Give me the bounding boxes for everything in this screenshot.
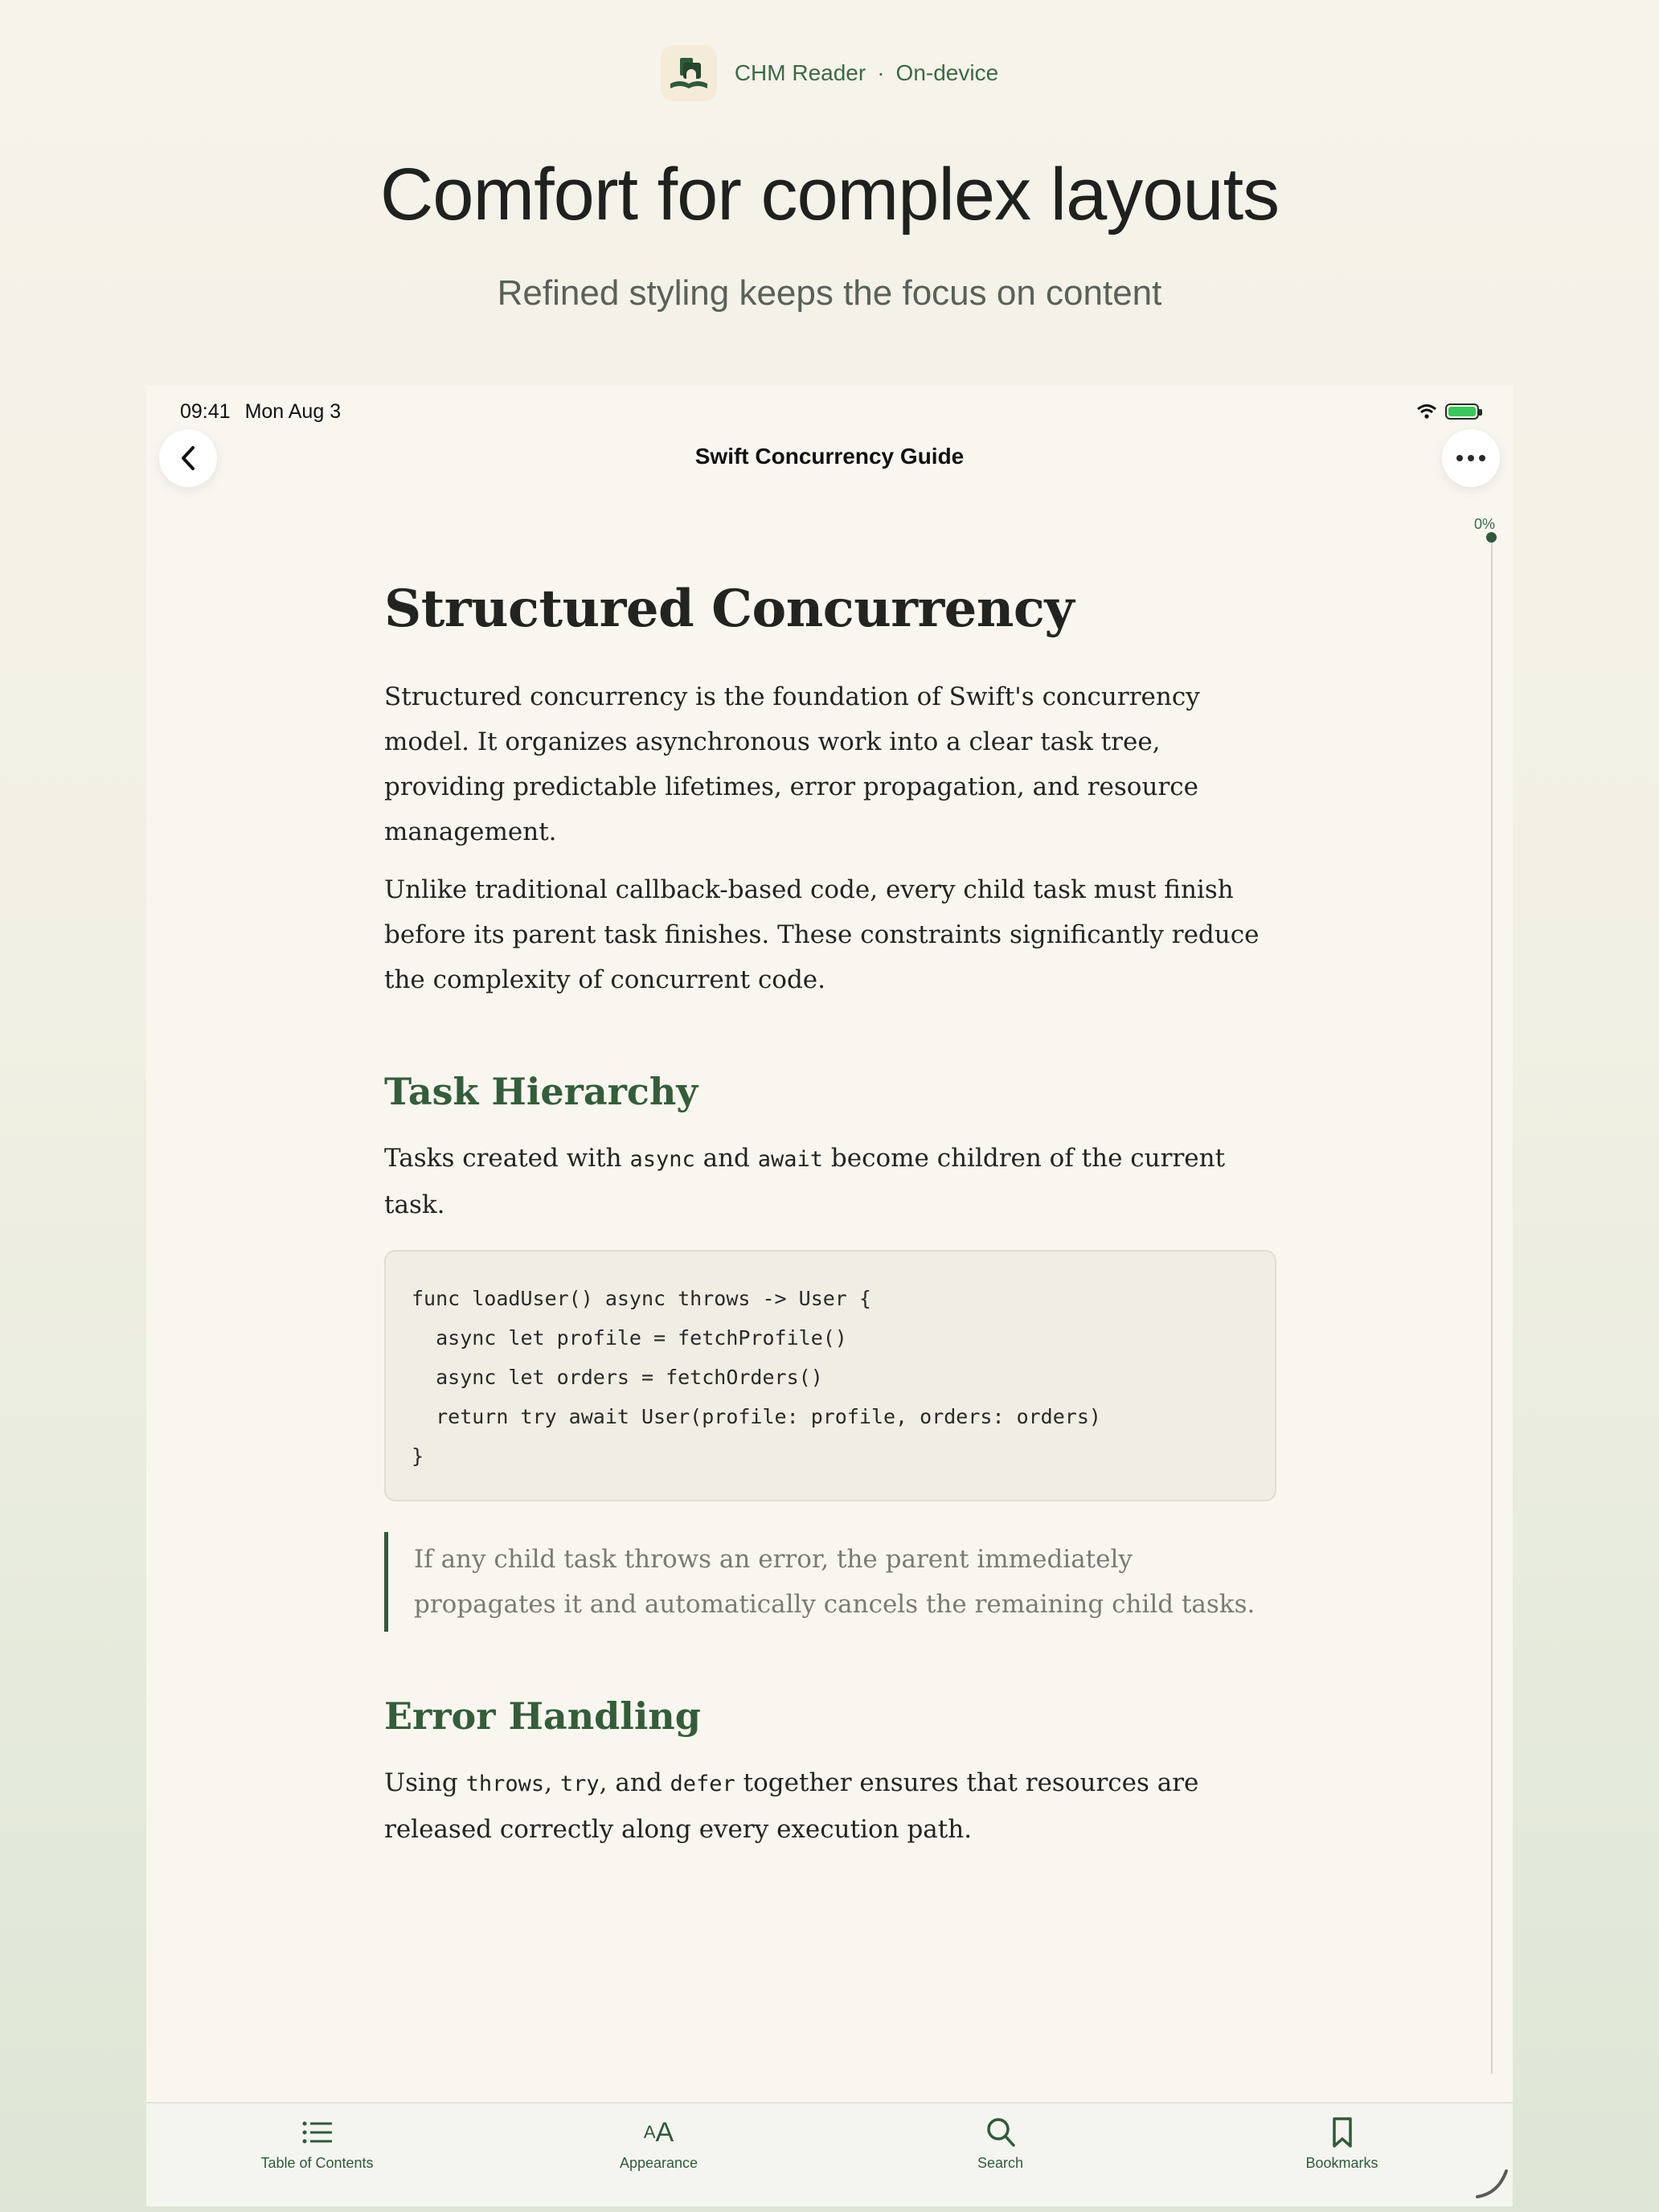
document-title: Swift Concurrency Guide [694,444,965,469]
inline-code: throws [465,1772,545,1796]
hero-title: Comfort for complex layouts [379,154,1280,236]
magnifier-icon [985,2116,1016,2149]
tab-label: Table of Contents [260,2155,374,2171]
section-heading: Error Handling [384,1694,701,1738]
app-logo-icon [661,45,717,101]
text-run: together ensures that resources are released correctly along every execution path. [384,1768,1199,1844]
inline-code: async [629,1147,695,1172]
brand-text [735,60,998,86]
battery-icon [1445,403,1479,420]
tab-label: Appearance [619,2155,698,2171]
text-run: and [703,1144,750,1173]
status-time: 09:41 [180,399,231,423]
app-name: CHM Reader [734,60,866,85]
status-bar [180,395,1479,428]
device-screen [146,386,1513,2206]
inline-code: try [559,1772,600,1796]
bottom-toolbar [146,2102,1513,2206]
blockquote [384,1532,1276,1632]
article [384,563,1276,1852]
tab-label: Search [977,2155,1024,2171]
text-run: become children of the current task. [384,1144,1226,1219]
text-run: , and [599,1768,662,1797]
code-line: func loadUser() async throws -> User { [412,1287,871,1310]
corner-arc-icon [1474,2168,1509,2200]
article-paragraph: Unlike traditional callback-based code, every child task must finish before its parent task finishes. These constraints significantly reduce the complexity of concurrent code. [384,875,1260,994]
inline-code: defer [670,1772,735,1796]
code-line: async let profile = fetchProfile() [412,1326,847,1350]
reading-progress-label: 0% [1473,516,1495,532]
code-line: async let orders = fetchOrders() [412,1366,823,1389]
status-date: Mon Aug 3 [244,399,342,423]
section-heading: Task Hierarchy [384,1070,698,1113]
reading-progress-handle[interactable] [1486,532,1497,543]
article-paragraph [384,1760,1276,1852]
tab-label: Bookmarks [1305,2155,1378,2171]
tab-appearance[interactable] [530,2115,788,2172]
code-line: } [412,1444,424,1468]
inline-code: await [757,1147,824,1172]
code-line: return try await User(profile: profile, orders: orders) [412,1405,1101,1428]
text-run: , [544,1768,553,1797]
bookmark-icon [1331,2116,1354,2149]
text-run: Using [384,1768,458,1797]
brand-row [0,45,1659,101]
text-size-icon: A A [643,2116,674,2148]
ellipsis-icon [1455,454,1487,462]
list-icon [302,2120,333,2144]
tab-table-of-contents[interactable] [189,2115,446,2172]
blockquote-text: If any child task throws an error, the parent immediately propagates it and automatically cancels the remaining child tasks. [414,1545,1256,1619]
hero-subtitle: Refined styling keeps the focus on content [497,273,1162,313]
tab-bookmarks[interactable] [1214,2115,1471,2172]
article-paragraph: Structured concurrency is the foundation of Swift's concurrency model. It organizes asynchronous work into a clear task tree, providing predictable lifetimes, error propagation, and resource management. [384,682,1200,846]
article-title: Structured Concurrency [384,579,1075,639]
tab-search[interactable] [872,2115,1129,2172]
wifi-icon [1416,403,1437,420]
text-run: Tasks created with [384,1144,622,1173]
code-block [384,1250,1276,1501]
reading-progress-rail[interactable] [1491,539,1493,2074]
more-button[interactable] [1442,429,1500,487]
brand-separator: · [877,60,885,85]
article-paragraph [384,1136,1276,1227]
app-mode: On-device [895,60,999,85]
